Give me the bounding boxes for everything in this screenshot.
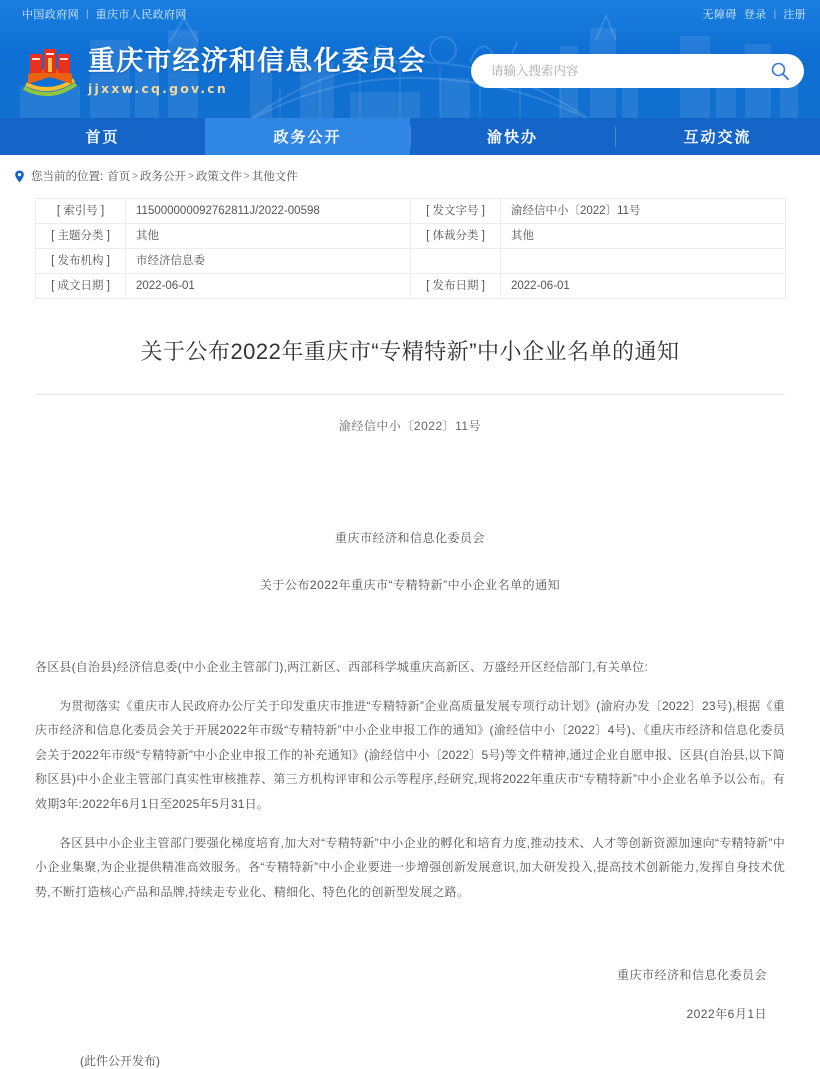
meta-value-genre-category: 其他 bbox=[501, 224, 786, 249]
meta-value-empty bbox=[501, 249, 786, 274]
table-row bbox=[36, 249, 786, 274]
nav-item-yukuaiban-label: 渝快办 bbox=[486, 129, 538, 146]
link-accessibility[interactable]: 无障碍 bbox=[702, 9, 737, 21]
nav-item-interaction-label: 互动交流 bbox=[683, 129, 752, 146]
meta-value-topic-category: 其他 bbox=[126, 224, 411, 249]
nav-item-interaction[interactable] bbox=[615, 118, 820, 155]
meta-key-composed-date: [ 成文日期 ] bbox=[36, 274, 126, 299]
meta-value-doc-number: 渝经信中小〔2022〕11号 bbox=[501, 199, 786, 224]
meta-key-genre-category: [ 体裁分类 ] bbox=[411, 224, 501, 249]
table-row bbox=[36, 274, 786, 299]
breadcrumb-arrow-1: > bbox=[132, 170, 139, 182]
meta-value-index-number: 115000000092762811J/2022-00598 bbox=[126, 199, 411, 224]
meta-value-published-date: 2022-06-01 bbox=[501, 274, 786, 299]
public-release-note: (此件公开发布) bbox=[80, 1054, 160, 1069]
search-box[interactable] bbox=[471, 54, 804, 88]
search-input[interactable] bbox=[489, 63, 770, 79]
document-number: 渝经信中小〔2022〕11号 bbox=[338, 419, 482, 433]
nav-item-government-affairs-label: 政务公开 bbox=[273, 129, 342, 146]
chongqing-emblem-icon bbox=[22, 44, 78, 98]
breadcrumb-item-other-documents[interactable]: 其他文件 bbox=[251, 171, 298, 183]
table-row bbox=[36, 224, 786, 249]
signature-date: 2022年6月1日 bbox=[686, 1007, 767, 1022]
meta-key-issuing-agency: [ 发布机构 ] bbox=[36, 249, 126, 274]
link-chongqing-gov[interactable]: 重庆市人民政府网 bbox=[95, 9, 187, 21]
top-utility-bar bbox=[0, 0, 820, 28]
document-paragraph-2: 各区县中小企业主管部门要强化梯度培育,加大对“专精特新”中小企业的孵化和培育力度,推动技术、人才等创新资源加速向“专精特新”中小企业集聚,为企业提供精准高效服务。各“专精特新”中小企业要进一步增强创新发展意识,加大研发投入,提高技术创新能力,发挥自身技术优势,不断打造核心产品和品牌,持续走专业化、精细化、特色化的创新型发展之路。 bbox=[35, 835, 785, 899]
breadcrumb-label: 您当前的位置: bbox=[31, 171, 104, 183]
table-row bbox=[36, 199, 786, 224]
breadcrumb-arrow-3: > bbox=[243, 170, 250, 182]
meta-key-doc-number: [ 发文字号 ] bbox=[411, 199, 501, 224]
link-china-gov[interactable]: 中国政府网 bbox=[22, 9, 79, 21]
link-register[interactable]: 注册 bbox=[783, 9, 806, 21]
meta-value-composed-date: 2022-06-01 bbox=[126, 274, 411, 299]
title-divider bbox=[35, 394, 785, 395]
document-metadata-table bbox=[35, 198, 786, 299]
main-navigation bbox=[0, 118, 820, 155]
brand-text-block bbox=[88, 46, 426, 95]
link-login[interactable]: 登录 bbox=[743, 9, 767, 21]
nav-item-government-affairs[interactable] bbox=[205, 118, 410, 155]
location-pin-icon bbox=[14, 170, 25, 183]
meta-key-index-number: [ 索引号 ] bbox=[36, 199, 126, 224]
breadcrumb-item-government-affairs[interactable]: 政务公开 bbox=[140, 171, 187, 183]
nav-item-home-label: 首页 bbox=[85, 129, 120, 146]
site-domain: jjxxw.cq.gov.cn bbox=[88, 80, 229, 96]
breadcrumb bbox=[0, 161, 820, 191]
breadcrumb-item-home[interactable]: 首页 bbox=[107, 171, 131, 183]
site-title: 重庆市经济和信息化委员会 bbox=[88, 46, 427, 77]
nav-item-home[interactable] bbox=[0, 118, 205, 155]
document-paragraph-1: 为贯彻落实《重庆市人民政府办公厅关于印发重庆市推进“专精特新”企业高质量发展专项行动计划》(渝府办发〔2022〕23号),根据《重庆市经济和信息化委员会关于开展2022年市级“专精特新”中小企业申报工作的通知》(渝经信中小〔2022〕4号)、《重庆市经济和信息化委员会关于2022年市级“专精特新”中小企业申报工作的补充通知》(渝经信中小〔2022〕5号)等文件精神,通过企业自愿申报、区县(自治县,以下简称区县)中小企业主管部门真实性审核推荐、第三方机构评审和公示等程序,经研究,现将2022年重庆市“专精特新”中小企业名单予以公布。有效期3年:2022年6月1日至2025年5月31日。 bbox=[35, 698, 785, 811]
breadcrumb-item-policy-documents[interactable]: 政策文件 bbox=[195, 171, 242, 183]
meta-key-published-date: [ 发布日期 ] bbox=[411, 274, 501, 299]
page-title: 关于公布2022年重庆市“专精特新”中小企业名单的通知 bbox=[140, 339, 680, 364]
brand-row bbox=[0, 28, 820, 114]
meta-value-issuing-agency: 市经济信息委 bbox=[126, 249, 411, 274]
top-links-separator-right: | bbox=[773, 8, 777, 20]
meta-key-empty bbox=[411, 249, 501, 274]
document-org-heading: 重庆市经济和信息化委员会 bbox=[334, 531, 485, 545]
search-icon[interactable] bbox=[770, 61, 790, 81]
breadcrumb-trail bbox=[31, 168, 298, 184]
breadcrumb-arrow-2: > bbox=[188, 170, 194, 182]
document-salutation: 各区县(自治县)经济信息委(中小企业主管部门),两江新区、西部科学城重庆高新区、万盛经开区经信部门,有关单位: bbox=[35, 660, 648, 674]
signature-organization: 重庆市经济和信息化委员会 bbox=[616, 968, 767, 983]
content-area bbox=[0, 198, 820, 1069]
meta-key-topic-category: [ 主题分类 ] bbox=[36, 224, 126, 249]
top-links-separator-left: | bbox=[86, 8, 89, 20]
document-subject-heading: 关于公布2022年重庆市“专精特新”中小企业名单的通知 bbox=[259, 578, 561, 592]
signature-block bbox=[35, 966, 785, 1022]
site-header bbox=[0, 0, 820, 118]
nav-item-yukuaiban[interactable] bbox=[410, 118, 615, 155]
